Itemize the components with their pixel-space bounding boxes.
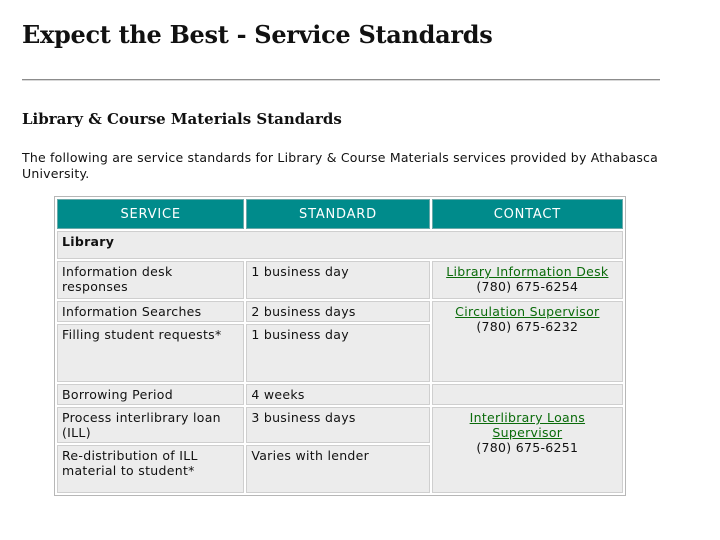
horizontal-divider xyxy=(22,79,660,81)
empty-contact-cell xyxy=(432,384,623,405)
service-standards-table xyxy=(54,196,626,496)
standard-cell: 1 business day xyxy=(246,324,429,382)
standard-cell: 4 weeks xyxy=(246,384,429,405)
circulation-supervisor-link[interactable]: Circulation Supervisor xyxy=(455,304,600,319)
service-cell: Information Searches xyxy=(57,301,244,322)
standard-cell: 2 business days xyxy=(246,301,429,322)
table-header-row xyxy=(57,199,623,229)
contact-cell xyxy=(432,261,623,299)
column-header-standard: STANDARD xyxy=(246,199,429,229)
service-cell: Re-distribution of ILL material to student* xyxy=(57,445,244,493)
intro-paragraph: The following are service standards for Library & Course Materials services provided by Athabasca University. xyxy=(22,150,658,181)
standard-cell: 3 business days xyxy=(246,407,429,443)
column-header-service: SERVICE xyxy=(57,199,244,229)
service-cell: Process interlibrary loan (ILL) xyxy=(57,407,244,443)
interlibrary-loans-supervisor-link[interactable]: Interlibrary Loans Supervisor xyxy=(469,410,586,440)
service-cell: Borrowing Period xyxy=(57,384,244,405)
standard-cell: Varies with lender xyxy=(246,445,429,493)
column-header-contact: CONTACT xyxy=(432,199,623,229)
table-row xyxy=(57,261,623,299)
service-cell: Information desk responses xyxy=(57,261,244,299)
table-row xyxy=(57,407,623,443)
standard-cell: 1 business day xyxy=(246,261,429,299)
contact-phone: (780) 675-6254 xyxy=(476,279,579,294)
table-section-row xyxy=(57,231,623,259)
service-cell: Filling student requests* xyxy=(57,324,244,382)
table-row xyxy=(57,301,623,322)
page-title: Expect the Best - Service Standards xyxy=(22,20,493,49)
library-information-desk-link[interactable]: Library Information Desk xyxy=(446,264,609,279)
contact-phone: (780) 675-6232 xyxy=(476,319,579,334)
contact-phone: (780) 675-6251 xyxy=(476,440,579,455)
table-row xyxy=(57,384,623,405)
contact-cell xyxy=(432,407,623,493)
section-heading: Library & Course Materials Standards xyxy=(22,110,342,128)
section-label-library: Library xyxy=(57,231,623,259)
contact-cell xyxy=(432,301,623,382)
